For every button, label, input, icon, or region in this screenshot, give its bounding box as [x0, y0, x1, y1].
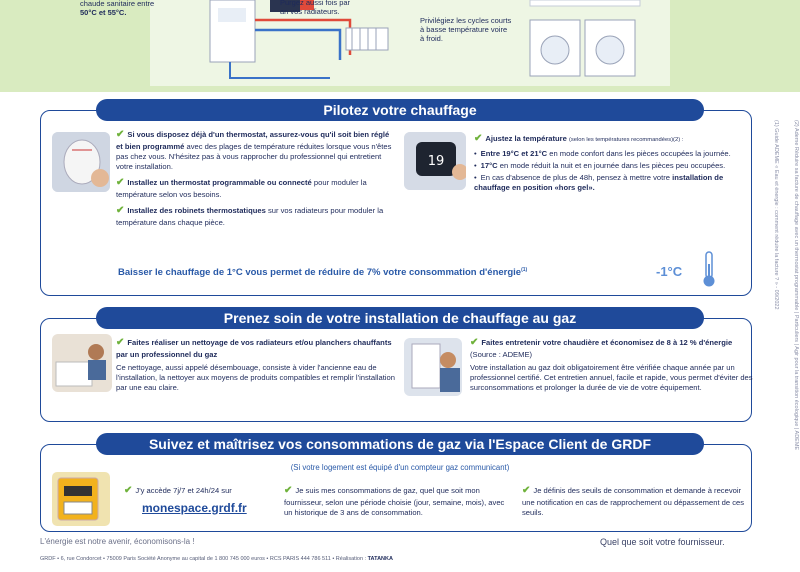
- top-illustration-panel: [150, 0, 670, 86]
- check-icon: ✔: [116, 129, 125, 140]
- monespace-link[interactable]: monespace.grdf.fr: [142, 500, 247, 515]
- check-icon: ✔: [470, 337, 479, 348]
- section-pilotez-title: Pilotez votre chauffage: [96, 99, 704, 121]
- check-icon: ✔: [124, 485, 133, 496]
- footer-right: Quel que soit votre fournisseur.: [600, 537, 725, 547]
- check-icon: ✔: [116, 337, 125, 348]
- boiler-maintenance-photo: [404, 338, 462, 396]
- section-espace-client-title: Suivez et maîtrisez vos consommations de gaz via l'Espace Client de GRDF: [96, 433, 704, 455]
- footer-slogan: L'énergie est notre avenir, économisons-la !: [40, 537, 195, 546]
- section2-left-text: ✔ Faites réaliser un nettoyage de vos radiateurs et/ou planchers chauffants par un professionnel du gaz Ce nettoyage, aussi appelé désembouage, consiste à vider l'ancienne eau de l'installation, la nettoyer aux moyens de produits compatibles et remplir l'installation par une eau claire.: [116, 337, 395, 393]
- section1-right-text: ✔ Ajustez la température (selon les températures recommandées)(2) : • Entre 19°C et 21°C en mode confort dans les pièces occupées la journée. • 17°C en mode réduit la nuit et en journée dans les pièces peu occupées. • En cas d'absence de plus de 48h, pensez à mettre votre installation de chauffage en position «hors gel».: [474, 132, 754, 196]
- section3-col3: ✔ Je définis des seuils de consommation et demande à recevoir une notification en cas de rapprochement ou dépassement de ces seuils.: [522, 485, 745, 517]
- check-icon: ✔: [474, 133, 483, 144]
- thermostat-knob-photo: [52, 132, 110, 192]
- thermostat-display: 19: [427, 154, 445, 169]
- top-text-right: Privilégiez les cycles courts à basse température voire à froid.: [420, 16, 512, 43]
- check-icon: ✔: [284, 485, 293, 496]
- check-icon: ✔: [116, 177, 125, 189]
- radiator-cleaning-photo: [52, 334, 112, 392]
- minus-one-degree-badge: -1°C: [656, 264, 683, 279]
- smart-thermostat-photo: [404, 132, 466, 190]
- section1-left-text: ✔ Si vous disposez déjà d'un thermostat, assurez-vous qu'il soit bien réglé et bien programmé avec des plages de température réduites lorsque vous n'êtes pas chez vous. N'hésitez pas à vous rapprocher du professionnel qui entretient votre installation. ✔ Installez un thermostat programmable ou connecté pour moduler la température selon vos besoins. ✔ Installez des robinets thermostatiques sur vos radiateurs pour moduler la température dans chaque pièce.: [116, 129, 392, 227]
- section3-col2: ✔ Je suis mes consommations de gaz, quel que soit mon fournisseur, selon une période choisie (jour, semaine, mois), avec un historique de 3 ans de consommation.: [284, 485, 505, 517]
- top-illustration: [150, 0, 670, 86]
- section2-right-text: ✔ Faites entretenir votre chaudière et économisez de 8 à 12 % d'énergie (Source : ADEME) Votre installation au gaz doit obligatoirement être vérifiée chaque année par un professionnel certifié. Cet entretien annuel, facile et rapide, vous permet d'éviter des surconsommations et prolonger la durée de vie de votre équipement.: [470, 337, 753, 393]
- check-icon: ✔: [522, 485, 531, 496]
- side-footnote-2: (2) Ademe Réduire sa facture de chauffage avec un thermostat programmable | Particuliers | Agir pour la transition écologique | ADEME: [793, 120, 799, 451]
- gas-meter-icon: [52, 472, 110, 526]
- section3-subtitle: (Si votre logement est équipé d'un compteur gaz communicant): [290, 463, 510, 472]
- check-icon: ✔: [116, 205, 125, 216]
- side-footnote-1: (1) Guide ADEME « Eau et énergie : comment réduire la facture ? » - 09/2022: [773, 120, 779, 310]
- footer-legal: GRDF • 6, rue Condorcet • 75009 Paris Société Anonyme au capital de 1 800 745 000 euros • RCS PARIS 444 786 511 • Réalisation : TATANKA: [40, 556, 393, 562]
- top-text-left: chaude sanitaire entre 50°C et 55°C.: [80, 0, 155, 17]
- section-entretien-title: Prenez soin de votre installation de chauffage au gaz: [96, 307, 704, 329]
- section3-col1: ✔ J'y accède 7j/7 et 24h/24 sur monespace.grdf.fr: [124, 484, 284, 516]
- section1-highlight: Baisser le chauffage de 1°C vous permet de réduire de 7% votre consommation d'énergie$^{(1)}$: [118, 267, 528, 279]
- thermometer-icon: [700, 250, 718, 288]
- top-text-mid: Purgez aussi fois par an vos radiateurs.: [280, 0, 351, 16]
